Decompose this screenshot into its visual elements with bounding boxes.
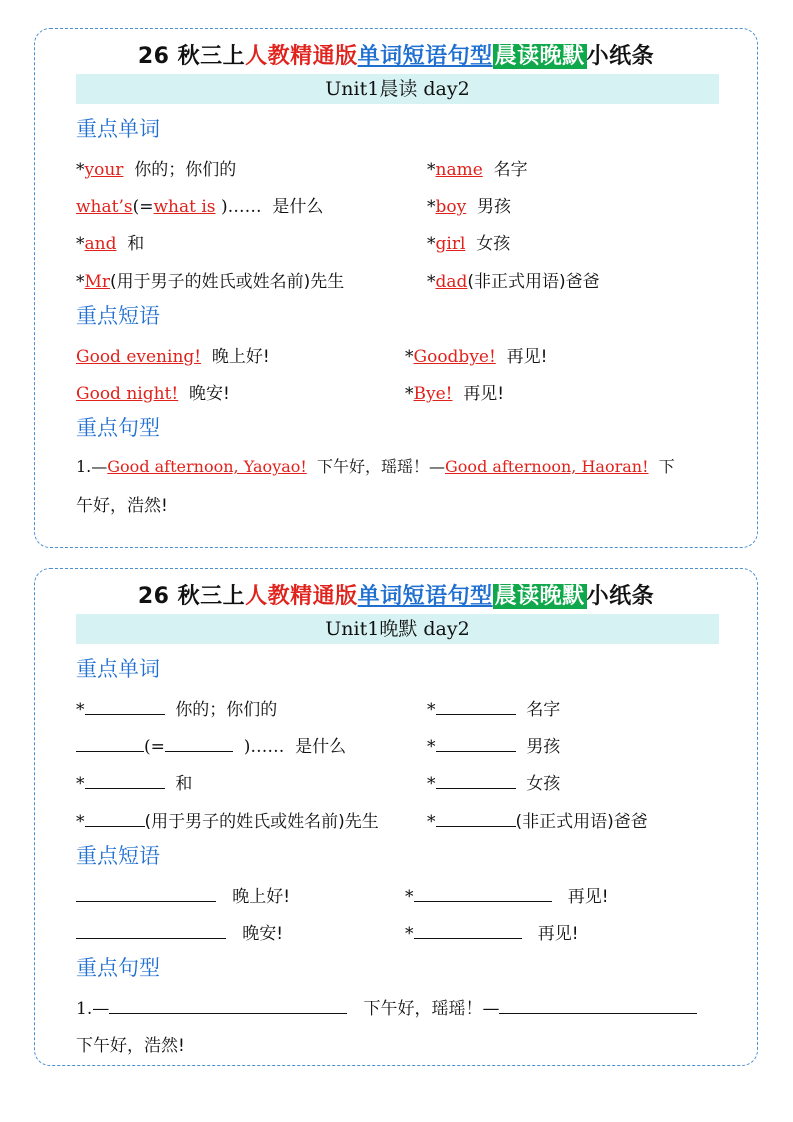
answer-blank[interactable] [109,999,347,1014]
section-key-words: 重点单词 [76,117,160,141]
title-part-4: 晨读晚默 [494,584,585,609]
word-row-girl: *girl 女孩 [427,234,511,254]
answer-sentence-a: Good afternoon, Yaoyao! [107,457,307,476]
title-part-2: 人教精通版 [245,44,358,69]
answer-blank[interactable] [436,700,516,715]
answer-blank[interactable] [85,700,165,715]
sentence-row-1-cont: 午好，浩然! [76,496,168,516]
sentence-row-1: 1.—Good afternoon, Yaoyao! 下午好，瑶瑶！—Good afternoon, Haoran! 下 [76,457,675,476]
word-row-dad: *dad(非正式用语)爸爸 [427,272,600,292]
answer-blank[interactable] [436,812,516,827]
answer-blank[interactable] [85,774,165,789]
evening-dictation-card [34,568,758,1066]
blank-row-bye: * 再见! [405,924,579,944]
blank-row-girl: * 女孩 [427,774,561,794]
answer-name: name [435,160,483,180]
word-row-your: *your 你的；你们的 [76,160,237,180]
answer-blank[interactable] [436,737,516,752]
word-row-whats: what’s(=what is )…… 是什么 [76,197,324,217]
morning-reading-card [34,28,758,548]
answer-blank[interactable] [414,924,522,939]
section-key-phrases: 重点短语 [76,844,160,868]
answer-dad: dad [435,272,468,292]
card-title [35,39,757,70]
answer-blank[interactable] [436,774,516,789]
answer-good-night: Good night! [76,384,179,404]
word-row-name: *name 名字 [427,160,528,180]
title-part-2: 人教精通版 [245,584,358,609]
unit-band: Unit1晚默 day2 [76,614,719,644]
blank-row-good-night: 晚安! [76,919,283,944]
blank-row-boy: * 男孩 [427,737,561,757]
title-part-3: 单词短语句型 [357,584,493,609]
section-key-phrases: 重点短语 [76,304,160,328]
title-part-5: 小纸条 [586,584,655,609]
title-part-5: 小纸条 [586,44,655,69]
title-part-1: 26 秋三上 [137,44,246,69]
word-row-boy: *boy 男孩 [427,197,512,217]
answer-good-evening: Good evening! [76,347,202,367]
section-key-sentences: 重点句型 [76,956,160,980]
answer-boy: boy [435,197,467,217]
answer-girl: girl [435,234,466,254]
card-title [35,579,757,610]
answer-blank[interactable] [165,737,233,752]
title-part-1: 26 秋三上 [137,584,246,609]
phrase-row-goodbye: *Goodbye! 再见! [405,347,548,367]
answer-blank[interactable] [76,887,216,902]
word-row-mr: *Mr(用于男子的姓氏或姓名前)先生 [76,272,345,292]
blank-row-and: * 和 [76,774,193,794]
answer-bye: Bye! [413,384,453,404]
title-part-3: 单词短语句型 [357,44,493,69]
answer-goodbye: Goodbye! [413,347,496,367]
blank-row-goodbye: * 再见! [405,887,609,907]
blank-row-your: * 你的；你们的 [76,700,278,720]
word-row-and: *and 和 [76,234,145,254]
blank-row-whats: (= )…… 是什么 [76,732,346,757]
unit-band: Unit1晨读 day2 [76,74,719,104]
answer-what-is: what is [153,197,216,217]
answer-blank[interactable] [414,887,552,902]
blank-row-dad: * (非正式用语)爸爸 [427,812,648,832]
answer-mr: Mr [84,272,111,292]
blank-sentence-row-1-cont: 下午好，浩然! [76,1036,185,1056]
phrase-row-good-evening: Good evening! 晚上好! [76,347,270,367]
answer-blank[interactable] [76,737,144,752]
section-key-sentences: 重点句型 [76,416,160,440]
answer-sentence-b: Good afternoon, Haoran! [445,457,649,476]
phrase-row-good-night: Good night! 晚安! [76,384,230,404]
blank-row-name: * 名字 [427,700,561,720]
answer-blank[interactable] [85,812,145,827]
title-part-4: 晨读晚默 [494,44,585,69]
section-key-words: 重点单词 [76,657,160,681]
blank-row-mr: * (用于男子的姓氏或姓名前)先生 [76,812,379,832]
phrase-row-bye: *Bye! 再见! [405,384,505,404]
answer-and: and [84,234,117,254]
answer-blank[interactable] [499,999,697,1014]
answer-blank[interactable] [76,924,226,939]
blank-sentence-row-1: 1.— 下午好，瑶瑶！— [76,994,697,1019]
answer-your: your [84,160,124,180]
blank-row-good-evening: 晚上好! [76,882,290,907]
answer-whats: what’s [76,197,133,217]
